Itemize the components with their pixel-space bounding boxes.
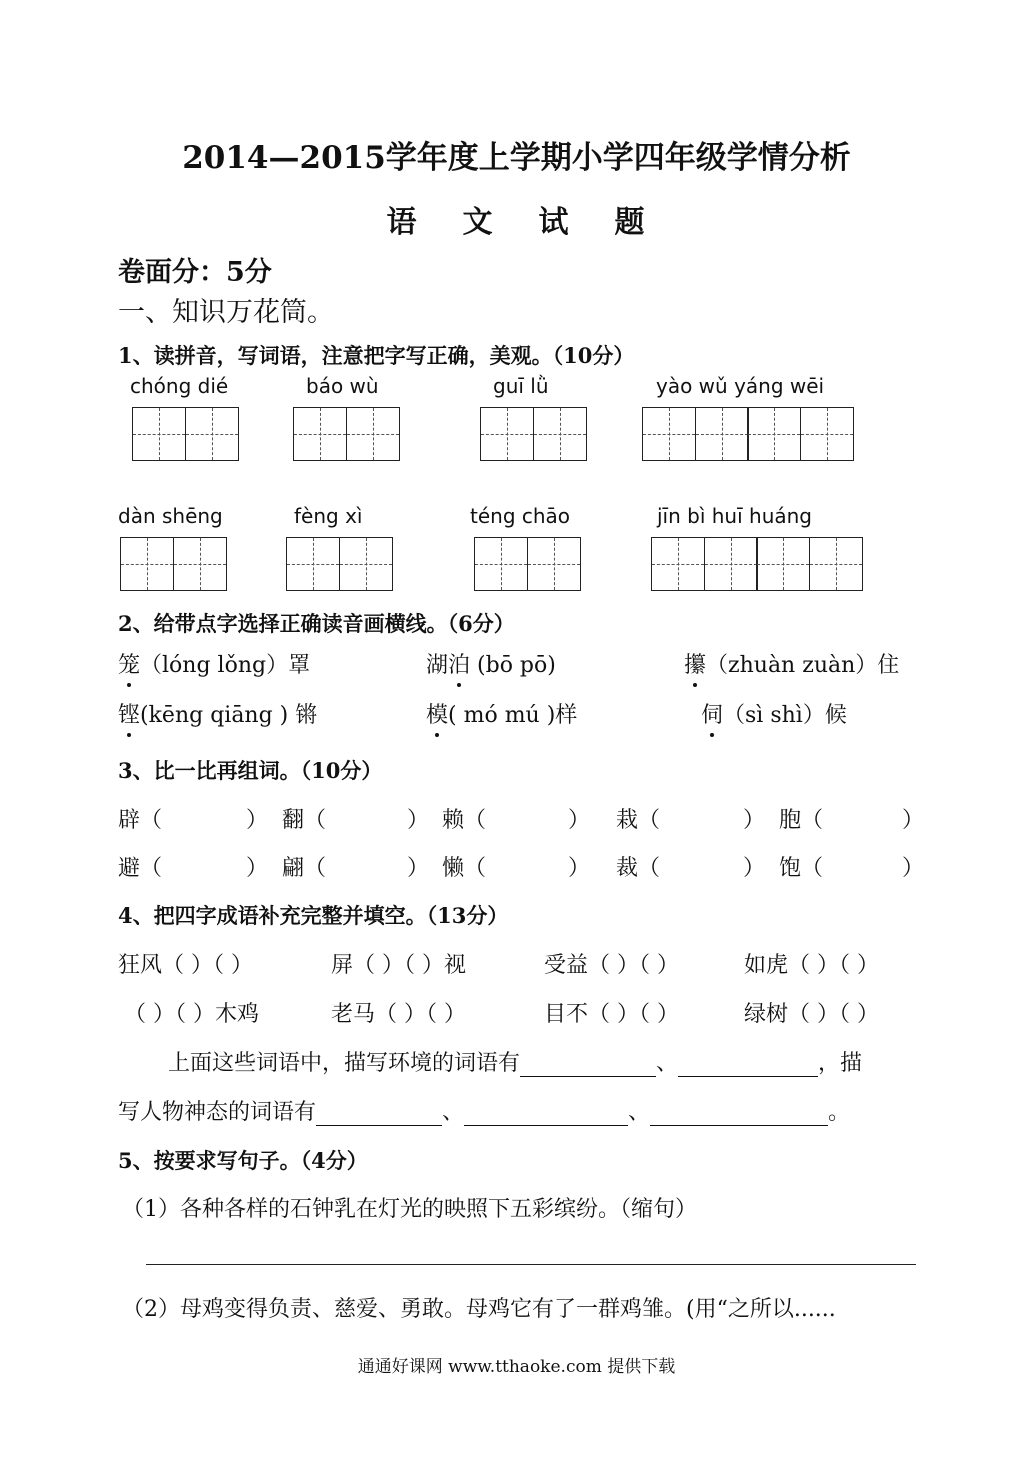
dotted-char: 泊 (448, 648, 470, 679)
answer-blank[interactable] (650, 1103, 828, 1126)
writing-grid[interactable] (651, 537, 861, 591)
fill-prompt: 上面这些词语中，描写环境的词语有 (168, 1051, 521, 1076)
writing-cell[interactable] (286, 537, 340, 591)
separator: 、 (656, 1051, 679, 1076)
fill-prompt-end: ，描 (818, 1051, 863, 1076)
pinyin-label: fèng xì (294, 504, 363, 528)
reading-options: (bō pō) (470, 653, 556, 678)
dotted-char: 铿 (118, 698, 140, 729)
compare-char: 懒（ (442, 856, 487, 881)
dotted-char: 攥 (684, 648, 706, 679)
compare-row (0, 803, 1033, 833)
writing-cell[interactable] (800, 407, 854, 461)
compare-char: 赖（ (442, 808, 487, 833)
reading-item (426, 648, 556, 679)
dotted-char: 伺 (701, 698, 723, 729)
idiom-item: 绿树（ ）（ ） (744, 1002, 879, 1027)
page-title: 2014—2015学年度上学期小学四年级学情分析 (182, 140, 851, 176)
writing-grid[interactable] (293, 407, 398, 461)
sentence-item: （1）各种各样的石钟乳在灯光的映照下五彩缤纷。（缩句） (122, 1197, 697, 1222)
pinyin-label: guī lǜ (493, 374, 549, 398)
paren-close: ） (902, 808, 925, 833)
dotted-char: 模 (426, 698, 448, 729)
answer-line[interactable] (146, 1264, 916, 1265)
question-3-heading: 3、比一比再组词。（10分） (118, 758, 383, 783)
pinyin-label: dàn shēng (118, 504, 223, 528)
pinyin-label: yào wǔ yáng wēi (656, 374, 825, 398)
writing-cell[interactable] (533, 407, 587, 461)
footer-text: 通通好课网 www.tthaoke.com 提供下载 (357, 1357, 676, 1377)
dotted-char: 笼 (118, 648, 140, 679)
writing-cell[interactable] (173, 537, 227, 591)
writing-cell[interactable] (474, 537, 528, 591)
writing-cell[interactable] (120, 537, 174, 591)
answer-blank[interactable] (464, 1103, 628, 1126)
writing-cell[interactable] (704, 537, 758, 591)
paren-close: ） (407, 808, 430, 833)
fill-line (118, 1095, 850, 1126)
question-4-heading: 4、把四字成语补充完整并填空。（13分） (118, 903, 509, 928)
compare-char: 饱（ (779, 856, 824, 881)
question-1-heading: 1、读拼音，写词语，注意把字写正确，美观。（10分） (118, 343, 635, 368)
paren-close: ） (246, 856, 269, 881)
compare-char: 辟（ (118, 808, 163, 833)
section-heading: 一、知识万花筒。 (118, 297, 334, 328)
paren-close: ） (568, 856, 591, 881)
writing-grid[interactable] (132, 407, 237, 461)
compare-char: 裁（ (616, 856, 661, 881)
reading-options: （sì shì）候 (723, 703, 847, 728)
writing-grid[interactable] (286, 537, 391, 591)
paren-close: ） (568, 808, 591, 833)
writing-cell[interactable] (651, 537, 705, 591)
fill-line (168, 1046, 862, 1077)
idiom-item: 狂风（ ）（ ） (118, 953, 253, 978)
compare-char: 翩（ (282, 856, 327, 881)
reading-item (118, 698, 317, 729)
writing-cell[interactable] (346, 407, 400, 461)
reading-options: ( mó mú )样 (448, 703, 578, 728)
writing-grid[interactable] (120, 537, 225, 591)
period: 。 (828, 1100, 851, 1125)
writing-cell[interactable] (132, 407, 186, 461)
idiom-item: 屏（ ）（ ）视 (331, 953, 466, 978)
subtitle-char: 试 (538, 205, 571, 240)
answer-blank[interactable] (316, 1103, 442, 1126)
pinyin-label: báo wù (306, 374, 379, 398)
compare-char: 胞（ (779, 808, 824, 833)
subtitle-char: 题 (614, 205, 647, 240)
pinyin-label: jīn bì huī huáng (657, 504, 812, 528)
writing-cell[interactable] (809, 537, 863, 591)
reading-item (684, 648, 899, 679)
compare-row (0, 851, 1033, 881)
writing-grid[interactable] (642, 407, 852, 461)
writing-cell[interactable] (747, 407, 801, 461)
pinyin-label: chóng dié (130, 374, 229, 398)
sentence-item: （2）母鸡变得负责、慈爱、勇敢。母鸡它有了一群鸡雏。(用“之所以...... (122, 1297, 836, 1322)
separator: 、 (628, 1100, 651, 1125)
writing-cell[interactable] (293, 407, 347, 461)
writing-cell[interactable] (642, 407, 696, 461)
writing-cell[interactable] (756, 537, 810, 591)
pinyin-label: téng chāo (470, 504, 571, 528)
writing-cell[interactable] (339, 537, 393, 591)
idiom-item: 如虎（ ）（ ） (744, 953, 879, 978)
paren-close: ） (246, 808, 269, 833)
page-subtitle (0, 197, 1033, 241)
writing-cell[interactable] (695, 407, 749, 461)
separator: 、 (442, 1100, 465, 1125)
paren-close: ） (743, 808, 766, 833)
subtitle-char: 文 (462, 205, 495, 240)
idiom-item: 受益（ ）（ ） (544, 953, 679, 978)
question-2-heading: 2、给带点字选择正确读音画横线。（6分） (118, 611, 515, 636)
fill-prompt: 写人物神态的词语有 (118, 1100, 317, 1125)
paren-close: ） (407, 856, 430, 881)
idiom-item: 老马（ ）（ ） (331, 1002, 466, 1027)
paren-close: ） (902, 856, 925, 881)
reading-item (701, 698, 847, 729)
plain-char: 湖 (426, 653, 449, 678)
writing-grid[interactable] (474, 537, 579, 591)
paren-close: ） (743, 856, 766, 881)
idiom-item: 目不（ ）（ ） (544, 1002, 679, 1027)
reading-options: （lóng lǒng）罩 (140, 653, 311, 678)
writing-cell[interactable] (185, 407, 239, 461)
compare-char: 翻（ (282, 808, 327, 833)
writing-cell[interactable] (480, 407, 534, 461)
compare-char: 避（ (118, 856, 163, 881)
score-line: 卷面分：5分 (118, 257, 272, 288)
writing-grid[interactable] (480, 407, 585, 461)
compare-char: 栽（ (616, 808, 661, 833)
writing-cell[interactable] (527, 537, 581, 591)
answer-blank[interactable] (678, 1054, 818, 1077)
question-5-heading: 5、按要求写句子。（4分） (118, 1148, 368, 1173)
idiom-item: （ ）（ ）木鸡 (124, 1002, 259, 1027)
reading-item (426, 698, 577, 729)
answer-blank[interactable] (520, 1054, 656, 1077)
subtitle-char: 语 (386, 205, 419, 240)
reading-item (118, 648, 310, 679)
reading-options: (kēng qiāng ) 锵 (140, 703, 318, 728)
reading-options: （zhuàn zuàn）住 (706, 653, 900, 678)
